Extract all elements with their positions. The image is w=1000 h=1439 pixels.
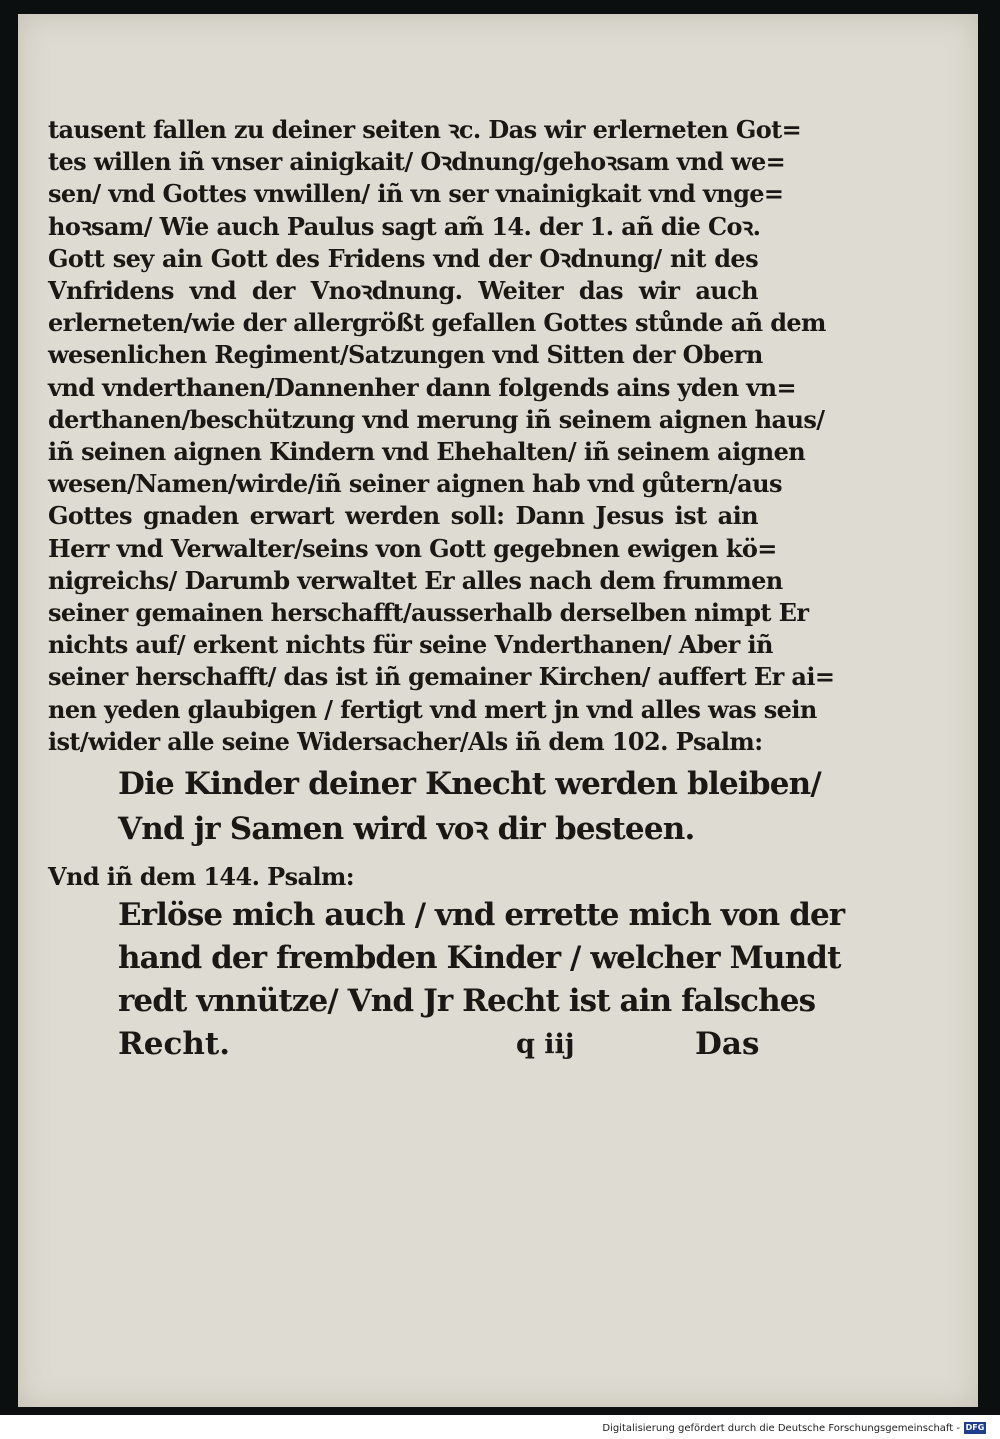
body-line: iñ seinen aignen Kindern vnd Ehehalten/ iñ seinem aignen xyxy=(48,437,806,467)
digitization-footer xyxy=(0,1418,1000,1439)
body-line: vnd vnderthanen/Dannenher dann folgends ains yden vn= xyxy=(48,372,797,402)
psalm-reference: Vnd iñ dem 144. Psalm: xyxy=(48,862,355,892)
body-line: derthanen/beschützung vnd merung iñ seinem aignen haus/ xyxy=(48,404,825,434)
final-line xyxy=(48,1023,758,1066)
psalm-quote-line: Vnd jr Samen wird voꝛ dir besteen. xyxy=(118,811,695,848)
body-line: nen yeden glaubigen / fertigt vnd mert jn vnd alles was sein xyxy=(48,694,817,724)
dfg-logo-icon: DFG xyxy=(965,1423,985,1432)
signature-mark: q iij xyxy=(516,1029,575,1061)
body-line: ist/wider alle seine Widersacher/Als iñ dem 102. Psalm: xyxy=(48,726,763,756)
body-line: Gott sey ain Gott des Fridens vnd der Oꝛdnung/ nit des xyxy=(48,243,758,273)
body-line: seiner gemainen herschafft/ausserhalb derselben nimpt Er xyxy=(48,598,809,628)
body-line: tausent fallen zu deiner seiten ꝛc. Das wir erlerneten Got= xyxy=(48,115,802,144)
psalm-quote-line: Die Kinder deiner Knecht werden bleiben/ xyxy=(118,766,821,803)
body-line: nigreichs/ Darumb verwaltet Er alles nach dem frummen xyxy=(48,565,783,595)
body-line: Gottes gnaden erwart werden soll: Dann Jesus ist ain xyxy=(48,501,758,531)
psalm-quote-line: Erlöse mich auch / vnd errette mich von der xyxy=(118,897,845,934)
body-line: sen/ vnd Gottes vnwillen/ iñ vn ser vnainigkait vnd vnge= xyxy=(48,179,784,209)
body-line: Herr vnd Verwalter/seins von Gott gegebnen ewigen kö= xyxy=(48,533,777,563)
body-line: hoꝛsam/ Wie auch Paulus sagt am̃ 14. der 1. añ die Coꝛ. xyxy=(48,211,761,241)
psalm-quote-line: hand der frembden Kinder / welcher Mundt xyxy=(118,940,841,977)
body-line: wesen/Namen/wirde/iñ seiner aignen hab vnd gůtern/aus xyxy=(48,469,782,499)
body-line: wesenlichen Regiment/Satzungen vnd Sitten der Obern xyxy=(48,340,763,370)
book-page xyxy=(18,14,978,1407)
final-word: Recht. xyxy=(118,1026,231,1063)
body-line: erlerneten/wie der allergrößt gefallen Gottes stůnde añ dem xyxy=(48,308,826,338)
funding-credit: Digitalisierung gefördert durch die Deutsche Forschungsgemeinschaft - xyxy=(602,1423,960,1434)
body-line: nichts auf/ erkent nichts für seine Vnderthanen/ Aber iñ xyxy=(48,630,773,660)
page-text xyxy=(48,114,845,1066)
body-line: seiner herschafft/ das ist iñ gemainer Kirchen/ auffert Er ai= xyxy=(48,662,835,692)
body-line: Vnfridens vnd der Vnoꝛdnung. Weiter das wir auch xyxy=(48,276,758,306)
catchword: Das xyxy=(695,1026,760,1063)
psalm-quote-line: redt vnnütze/ Vnd Jr Recht ist ain falsches xyxy=(118,983,816,1020)
body-line: tes willen iñ vnser ainigkait/ Oꝛdnung/gehoꝛsam vnd we= xyxy=(48,147,786,177)
